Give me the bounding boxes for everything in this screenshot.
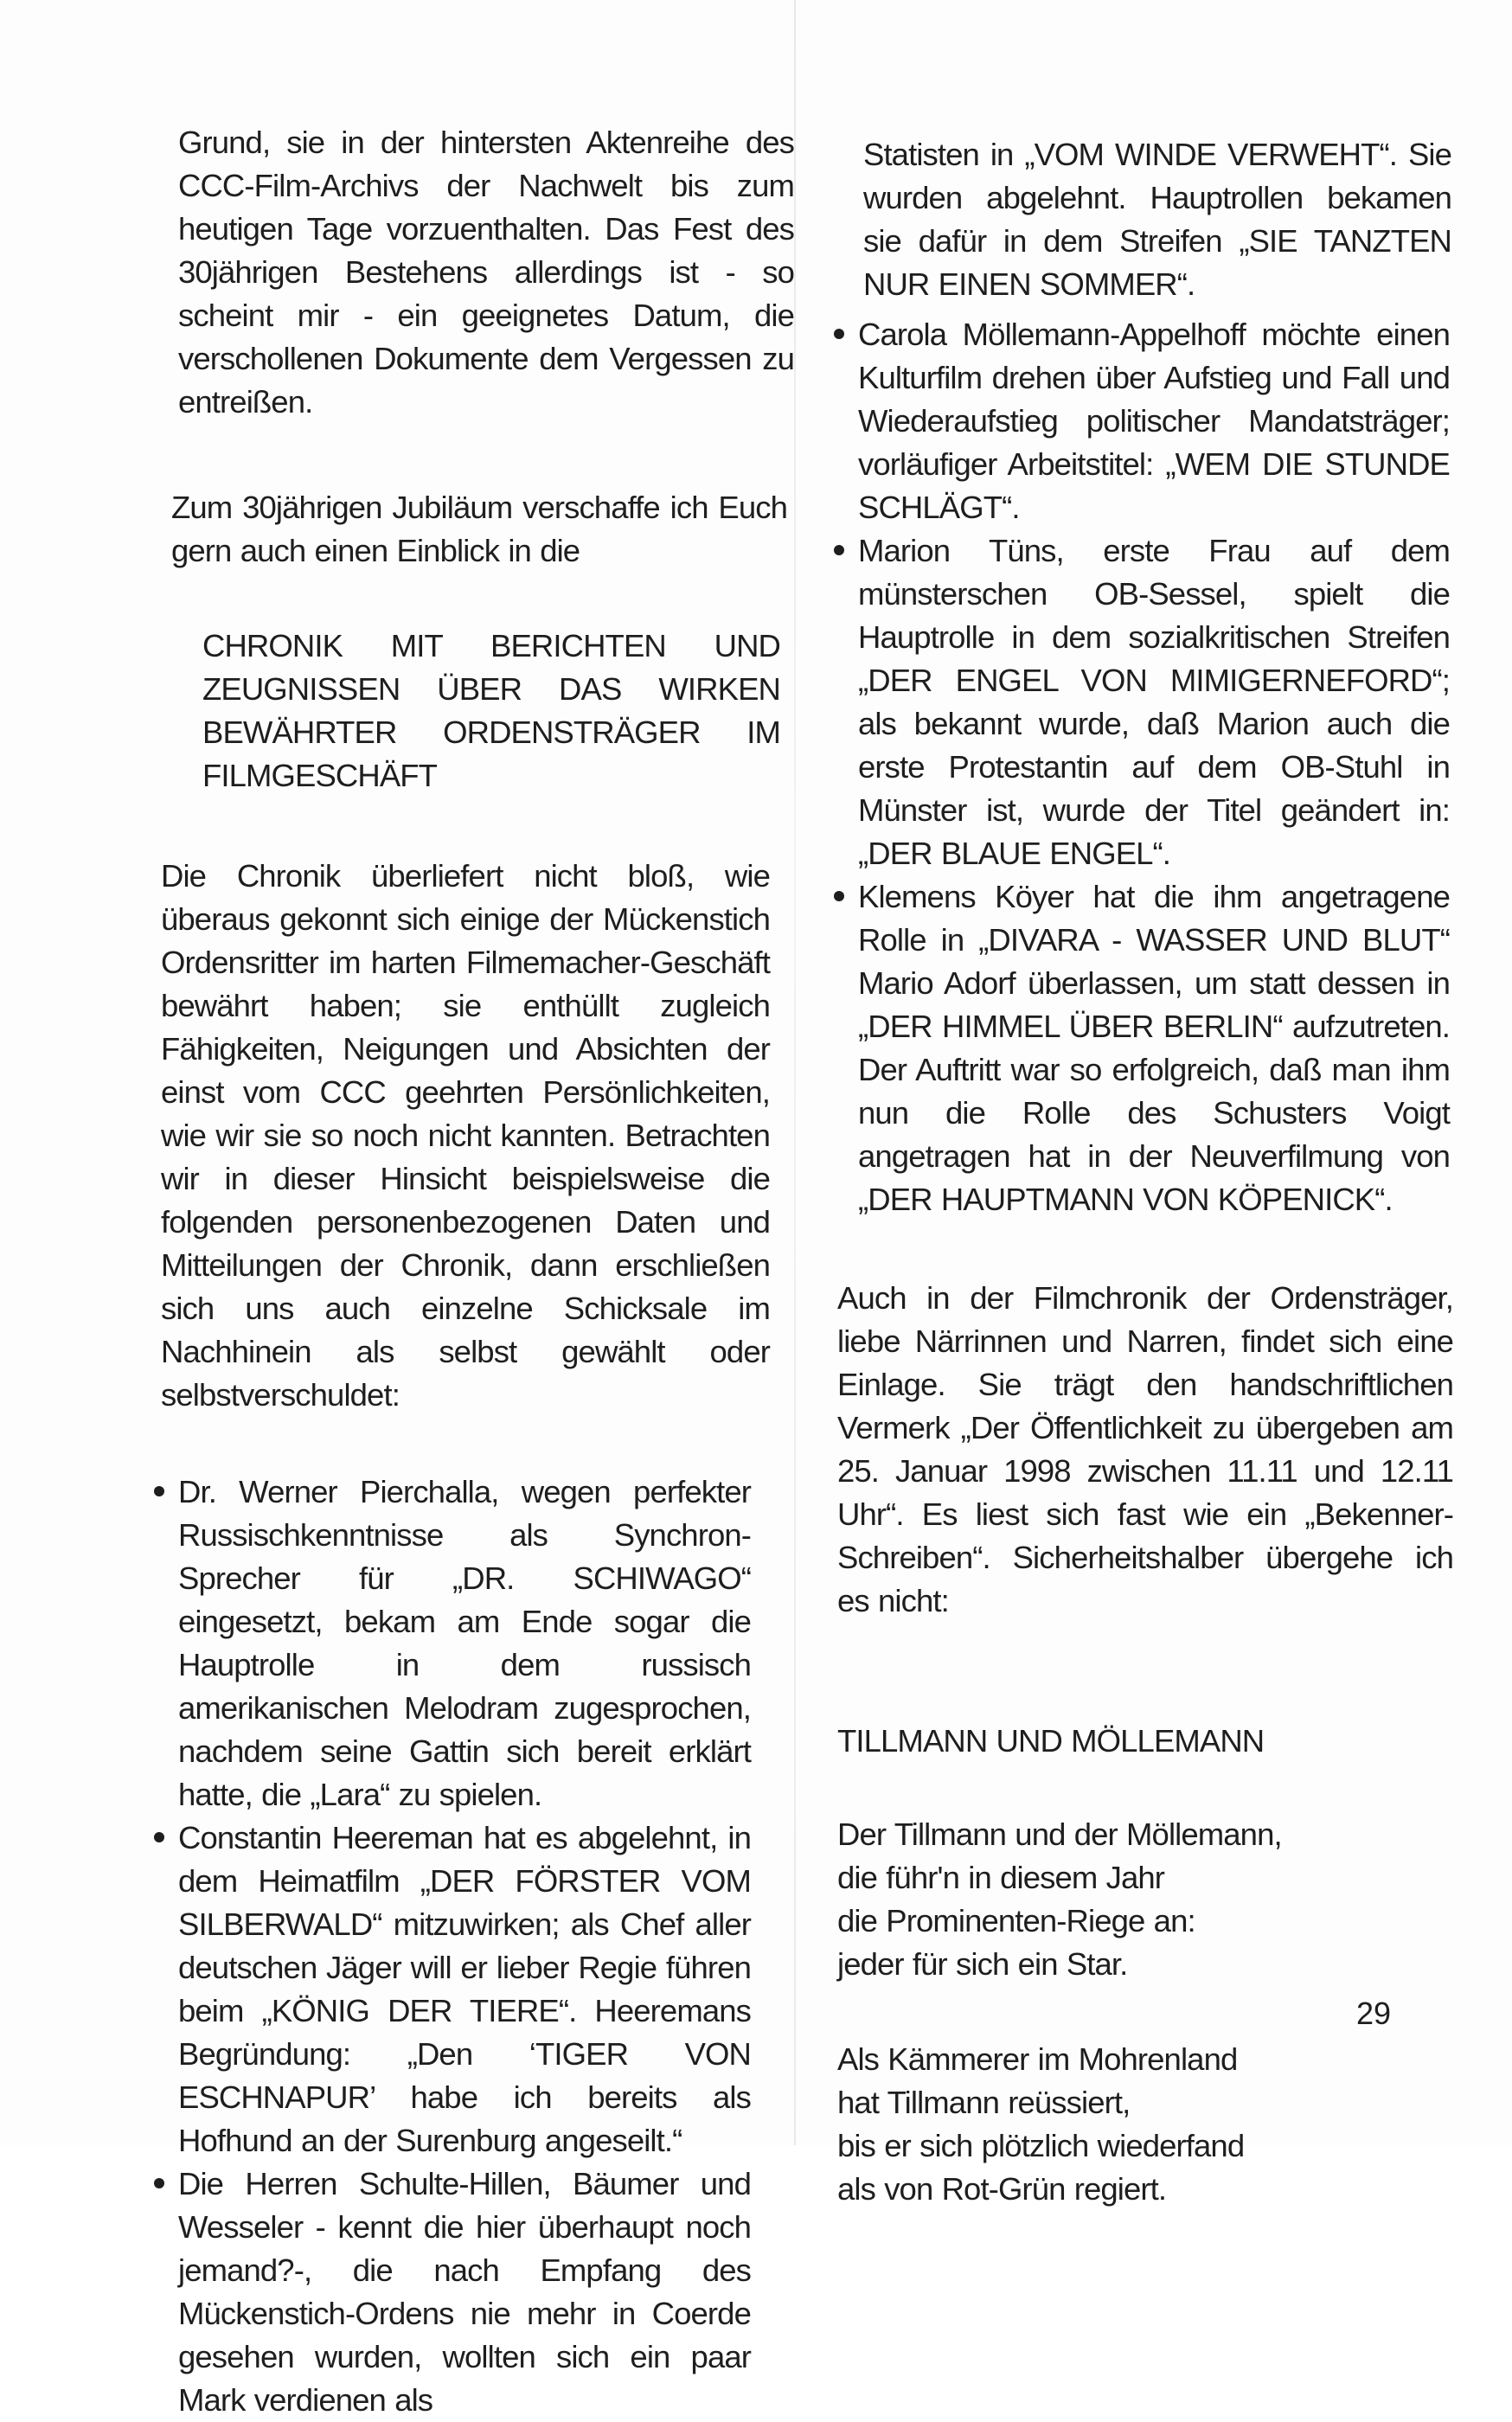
poem-line: die Prominenten-Riege an: xyxy=(837,1903,1195,1938)
paragraph-chronicle: Die Chronik überliefert nicht bloß, wie überaus gekonnt sich einige der Mückenstich Ordensritter im harten Filmemacher-Geschäft bewährt haben; sie enthüllt zugleich Fähigkeiten, Neigungen und Absichten der einst vom CCC geehrten Persönlichkeiten, wie wir sie so noch nicht kannten. Betrachten wir in dieser Hinsicht beispielsweise die folgenden personenbezogenen Daten und Mitteilungen der Chronik, dann erschließen sich uns auch einzelne Schicksale im Nachhinein als selbst gewählt oder selbstverschuldet: xyxy=(161,858,770,1413)
chronicle-heading: CHRONIK MIT BERICHTEN UND ZEUGNISSEN ÜBER DAS WIRKEN BEWÄHRTER ORDENSTRÄGER IM FILMGESCHÄFT xyxy=(202,628,780,793)
bullet-icon xyxy=(154,2178,164,2188)
poem-line: die führ'n in diesem Jahr xyxy=(837,1860,1165,1895)
paragraph-einlage: Auch in der Filmchronik der Ordensträger, liebe Närrinnen und Narren, findet sich eine Einlage. Sie trägt den handschriftlichen Vermerk „Der Öffentlichkeit zu übergeben am 25. Januar 1998 zwischen 11.11 und 12.11 Uhr“. Es liest sich fast wie ein „Bekenner-Schreiben“. Sicherheitshalber übergehe ich es nicht: xyxy=(837,1280,1453,1618)
bullet-icon xyxy=(834,545,844,555)
poem-line: jeder für sich ein Star. xyxy=(837,1946,1128,1982)
list-item-text: Marion Tüns, erste Frau auf dem münsterschen OB-Sessel, spielt die Hauptrolle in dem sozialkritischen Streifen „DER ENGEL VON MIMIGERNEFORD“; als bekannt wurde, daß Marion auch die erste Protestantin auf dem OB-Stuhl in Münster ist, wurde der Titel geändert in: „DER BLAUE ENGEL“. xyxy=(858,533,1450,871)
paragraph-jubilee: Zum 30jährigen Jubiläum verschaffe ich Euch gern auch einen Einblick in die xyxy=(171,490,787,568)
paragraph-archive: Grund, sie in der hintersten Aktenreihe des CCC-Film-Archivs der Nachwelt bis zum heutigen Tage vorzuenthalten. Das Fest des 30jährigen Bestehens allerdings ist - so scheint mir - ein geeignetes Datum, die verschollenen Dokumente dem Vergessen zu entreißen. xyxy=(178,125,794,420)
bullet-icon xyxy=(154,1832,164,1842)
bullet-icon xyxy=(154,1486,164,1496)
page-number: 29 xyxy=(1356,1996,1392,2031)
poem-stanza-1 xyxy=(837,1813,1453,1986)
list-item-text: Dr. Werner Pierchalla, wegen perfekter Russischkenntnisse als Synchron-Sprecher für „DR. SCHIWAGO“ eingesetzt, bekam am Ende sogar die Hauptrolle in dem russisch amerikanischen Melodram zugesprochen, nachdem seine Gattin sich bereit erklärt hatte, die „Lara“ zu spielen. xyxy=(178,1474,751,1812)
left-bullet-list xyxy=(154,1470,751,2422)
list-item xyxy=(154,2162,751,2422)
bullet-icon xyxy=(834,891,844,901)
poem-line: als von Rot-Grün regiert. xyxy=(837,2171,1167,2207)
page-fold-line xyxy=(794,0,796,2145)
poem-stanza-2 xyxy=(837,2038,1453,2211)
poem-line: bis er sich plötzlich wiederfand xyxy=(837,2128,1245,2163)
bullet-icon xyxy=(834,329,844,339)
list-item-text: Klemens Köyer hat die ihm angetragene Rolle in „DIVARA - WASSER UND BLUT“ Mario Adorf überlassen, um statt dessen in „DER HIMMEL ÜBER BERLIN“ aufzutreten. Der Auftritt war so erfolgreich, daß man ihm nun die Rolle des Schusters Voigt angetragen hat in der Neuverfilmung von „DER HAUPTMANN VON KÖPENICK“. xyxy=(858,879,1450,1217)
right-bullet-list xyxy=(834,313,1450,1221)
left-column xyxy=(154,121,794,2422)
poem-line: Als Kämmerer im Mohrenland xyxy=(837,2041,1238,2077)
list-item xyxy=(154,1816,751,2162)
poem-title: TILLMANN UND MÖLLEMANN xyxy=(837,1723,1265,1759)
poem-line: hat Tillmann reüssiert, xyxy=(837,2085,1131,2120)
list-item-text: Die Herren Schulte-Hillen, Bäumer und Wesseler - kennt die hier überhaupt noch jemand?-, die nach Empfang des Mückenstich-Ordens nie mehr in Coerde gesehen wurden, wollten sich ein paar Mark verdienen als xyxy=(178,2166,751,2418)
list-item xyxy=(834,875,1450,1221)
poem-line: Der Tillmann und der Möllemann, xyxy=(837,1816,1282,1852)
list-item xyxy=(834,529,1450,875)
list-item-text: Constantin Heereman hat es abgelehnt, in dem Heimatfilm „DER FÖRSTER VOM SILBERWALD“ mitzuwirken; als Chef aller deutschen Jäger will er lieber Regie führen beim „KÖNIG DER TIERE“. Heeremans Begründung: „Den ‘TIGER VON ESCHNAPUR’ habe ich bereits als Hofhund an der Surenburg angeseilt.“ xyxy=(178,1820,751,2158)
right-column xyxy=(837,133,1453,2263)
list-item xyxy=(154,1470,751,1816)
list-item xyxy=(834,313,1450,529)
list-item-text: Carola Möllemann-Appelhoff möchte einen Kulturfilm drehen über Aufstieg und Fall und Wiederaufstieg politischer Mandatsträger; vorläufiger Arbeitstitel: „WEM DIE STUNDE SCHLÄGT“. xyxy=(858,317,1450,525)
paragraph-extras: Statisten in „VOM WINDE VERWEHT“. Sie wurden abgelehnt. Hauptrollen bekamen sie dafür in dem Streifen „SIE TANZTEN NUR EINEN SOMMER“. xyxy=(863,137,1451,302)
